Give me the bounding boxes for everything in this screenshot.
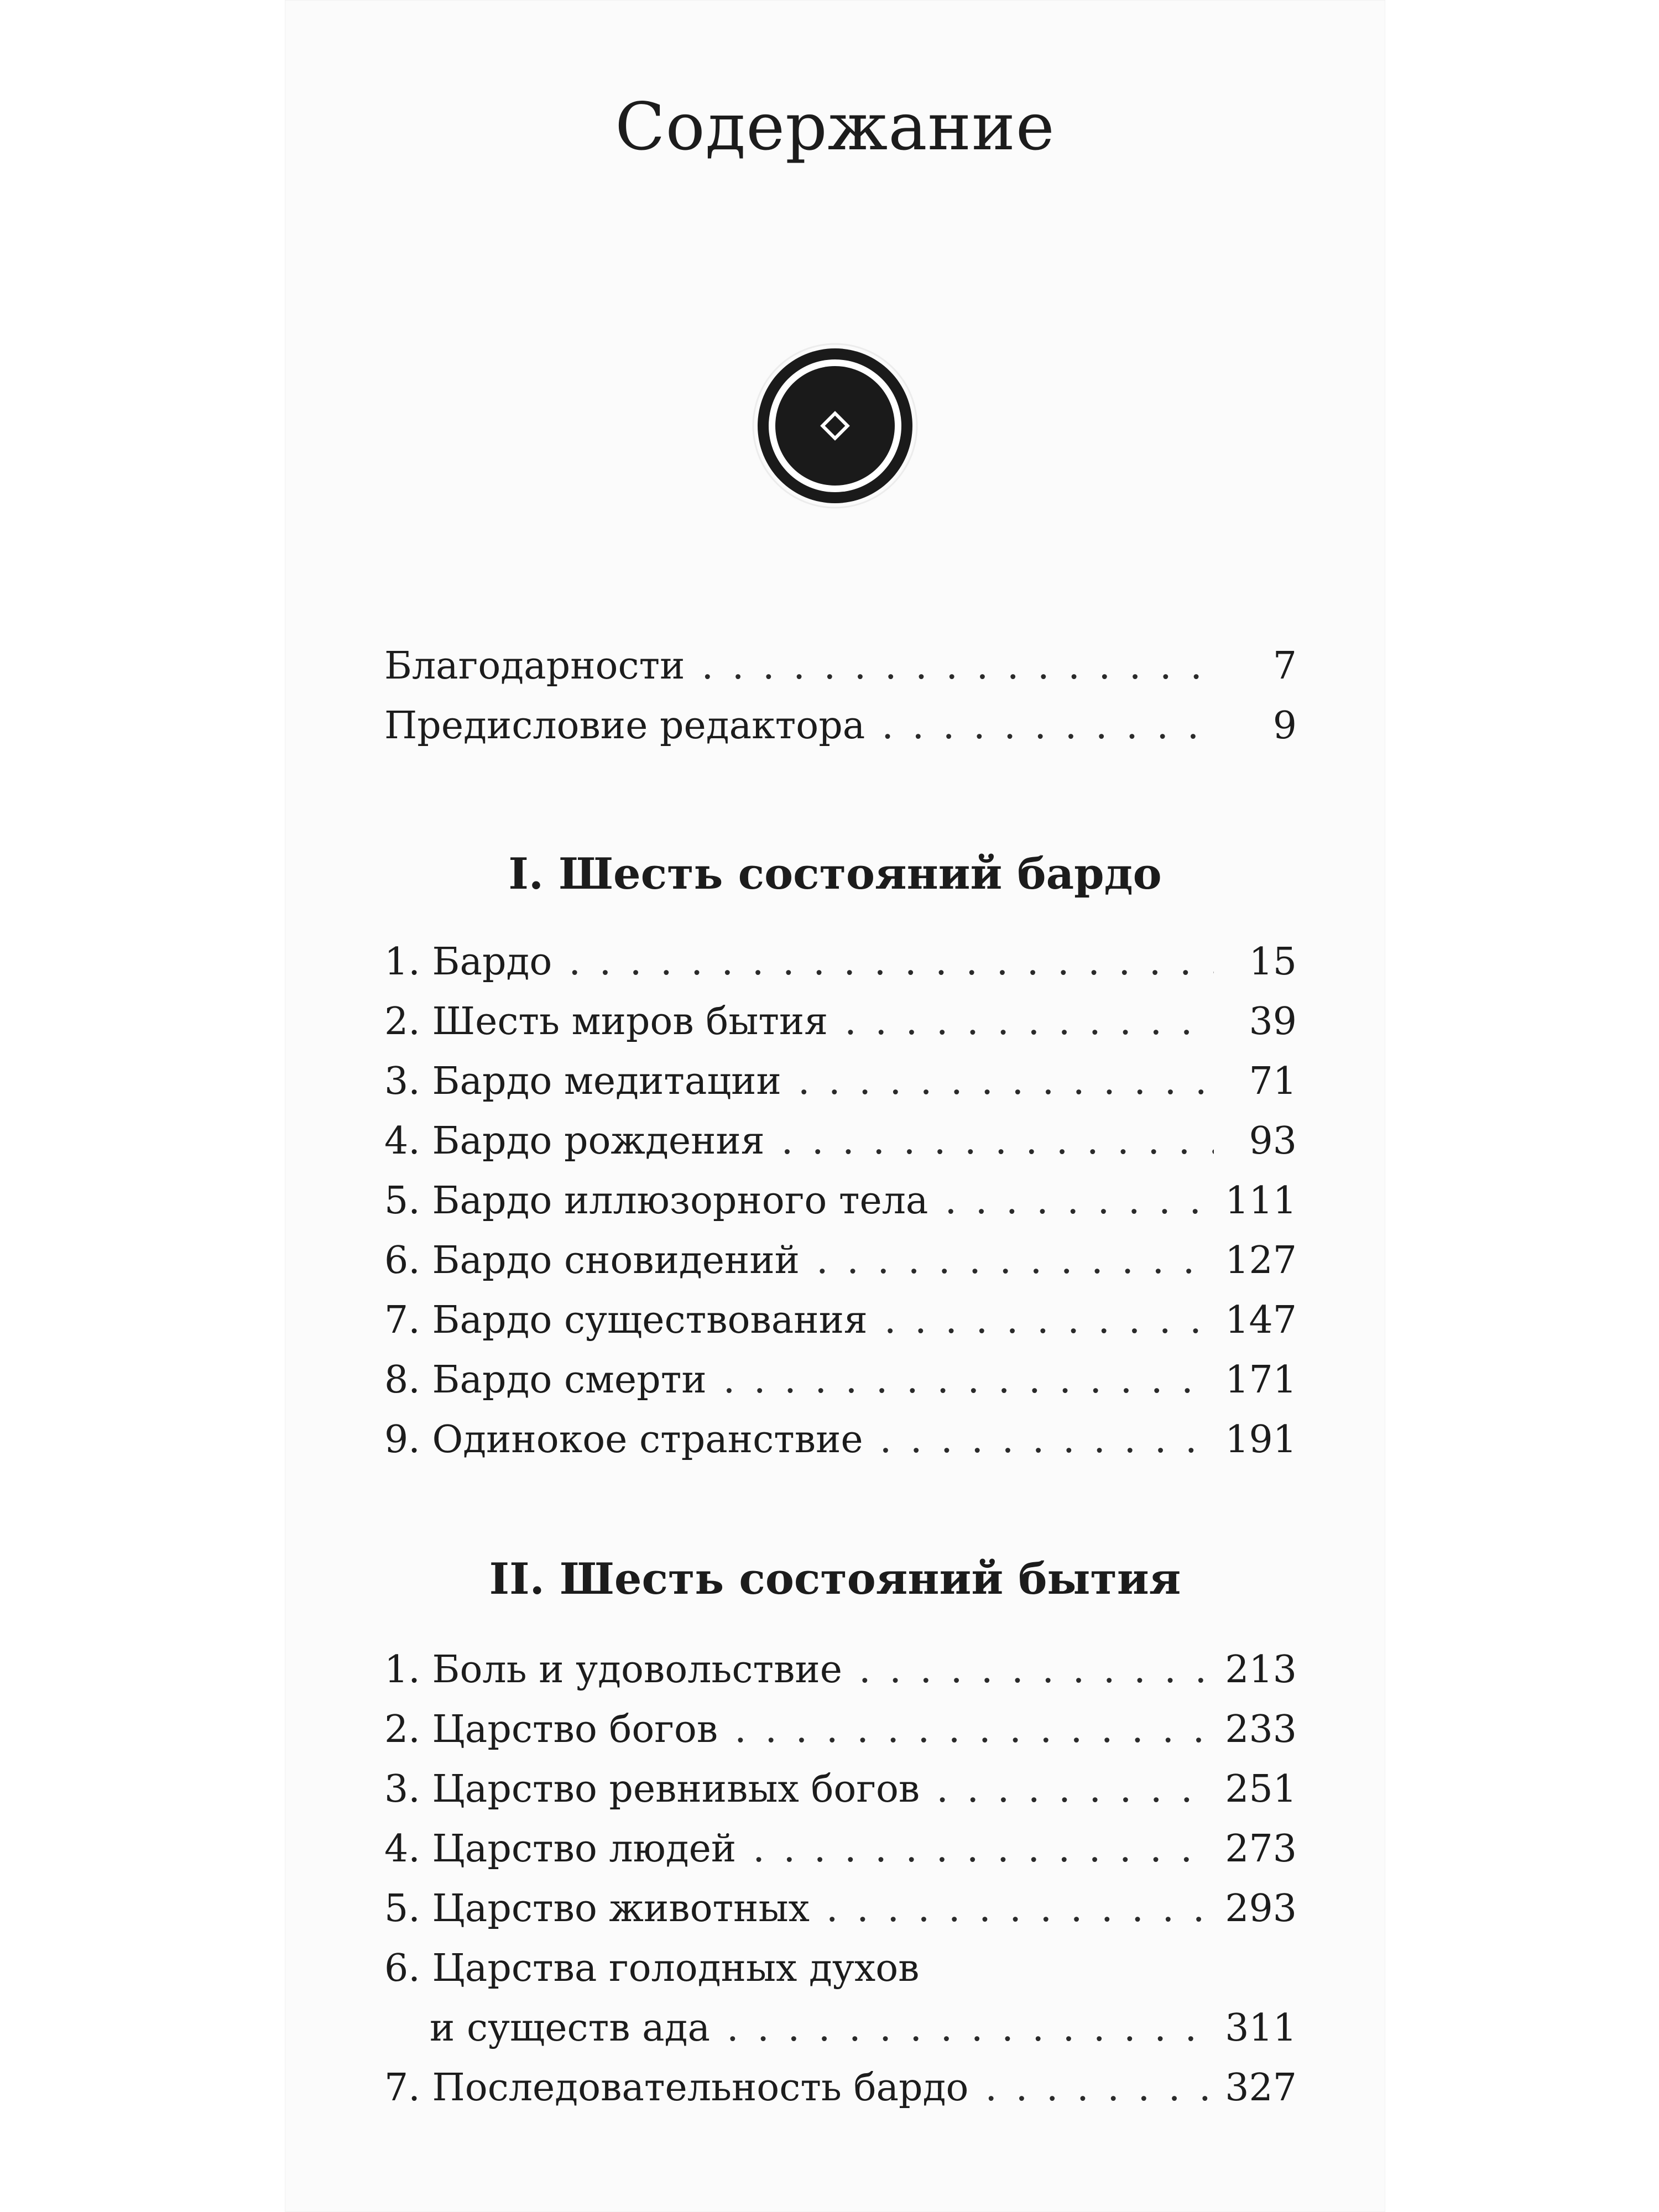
dot-leader [798, 1060, 1214, 1103]
toc-entry-title: 3. Бардо медитации [384, 1060, 781, 1103]
toc-entry-title: 6. Бардо сновидений [384, 1239, 800, 1282]
toc-entry[interactable] [384, 1827, 1297, 1887]
toc-entry[interactable] [384, 1179, 1297, 1239]
toc-entry-title: Предисловие редактора [384, 704, 865, 748]
toc-entry-continuation[interactable] [384, 2006, 1297, 2066]
toc-entry-page: 293 [1225, 1887, 1297, 1931]
dot-leader [880, 1418, 1209, 1462]
dot-leader [734, 1708, 1208, 1751]
toc-entry-title-cont: и существ ада [430, 2006, 711, 2050]
toc-entry-title: Благодарности [384, 644, 685, 688]
toc-entry-title: 5. Бардо иллюзорного тела [384, 1179, 928, 1223]
page-title: Содержание [615, 88, 1055, 165]
dot-leader [859, 1648, 1208, 1692]
dot-leader [727, 2006, 1208, 2050]
circle-emblem-icon [752, 343, 918, 509]
dot-leader [881, 704, 1214, 748]
dot-leader [753, 1827, 1208, 1871]
toc-entry-title: 2. Шесть миров бытия [384, 1000, 828, 1044]
dot-leader [985, 2066, 1208, 2110]
dot-leader [826, 1887, 1208, 1931]
dot-leader [936, 1767, 1208, 1811]
toc-entry-title: 1. Бардо [384, 940, 552, 984]
toc-entry-page: 93 [1249, 1119, 1297, 1163]
toc-entry-page: 71 [1249, 1060, 1297, 1103]
toc-entry-title: 4. Бардо рождения [384, 1119, 765, 1163]
toc-entry[interactable] [384, 1418, 1297, 1478]
toc-entry-page: 127 [1225, 1239, 1297, 1282]
dot-leader [884, 1298, 1208, 1342]
toc-entry-title: 8. Бардо смерти [384, 1358, 707, 1402]
toc-entry[interactable] [384, 1648, 1297, 1708]
toc-entry[interactable] [384, 1767, 1297, 1827]
toc-entry-page: 233 [1225, 1708, 1297, 1751]
toc-entry-page: 111 [1225, 1179, 1297, 1223]
toc-entry-first-line[interactable] [384, 1947, 1297, 2006]
dot-leader [945, 1179, 1208, 1223]
part1-heading: I. Шесть состояний бардо [508, 849, 1162, 899]
toc-entry-page: 15 [1249, 940, 1297, 984]
part2-heading: II. Шесть состояний бытия [489, 1554, 1181, 1604]
toc-entry-page: 147 [1225, 1298, 1297, 1342]
book-page [285, 0, 1385, 2212]
toc-entry-page: 7 [1272, 644, 1297, 688]
toc-entry-title: 5. Царство животных [384, 1887, 810, 1931]
front-matter-list [384, 644, 1297, 764]
toc-entry-title: 6. Царства голодных духов [384, 1947, 920, 1990]
toc-entry-page: 213 [1225, 1648, 1297, 1692]
toc-entry[interactable] [384, 1358, 1297, 1418]
toc-entry[interactable] [384, 644, 1297, 704]
toc-entry-page: 327 [1225, 2066, 1297, 2110]
dot-leader [568, 940, 1214, 984]
toc-entry-page: 39 [1249, 1000, 1297, 1044]
toc-entry-page: 311 [1225, 2006, 1297, 2050]
part2-list [384, 1648, 1297, 2126]
dot-leader [816, 1239, 1208, 1282]
dot-leader [702, 644, 1214, 688]
toc-entry[interactable] [384, 940, 1297, 1000]
toc-entry-page: 171 [1225, 1358, 1297, 1402]
toc-entry-page: 251 [1225, 1767, 1297, 1811]
dot-leader [781, 1119, 1214, 1163]
toc-entry[interactable] [384, 1298, 1297, 1358]
toc-entry[interactable] [384, 1060, 1297, 1119]
toc-entry-title: 2. Царство богов [384, 1708, 718, 1751]
toc-entry[interactable] [384, 1119, 1297, 1179]
toc-entry-title: 7. Последовательность бардо [384, 2066, 969, 2110]
toc-entry[interactable] [384, 1887, 1297, 1947]
toc-entry-title: 1. Боль и удовольствие [384, 1648, 842, 1692]
toc-entry-title: 4. Царство людей [384, 1827, 737, 1871]
toc-entry-title: 9. Одинокое странствие [384, 1418, 863, 1462]
toc-entry-title: 7. Бардо существования [384, 1298, 868, 1342]
toc-entry[interactable] [384, 704, 1297, 764]
toc-entry-page: 191 [1225, 1418, 1297, 1462]
toc-entry[interactable] [384, 1000, 1297, 1060]
toc-entry-title: 3. Царство ревнивых богов [384, 1767, 920, 1811]
toc-entry-page: 273 [1225, 1827, 1297, 1871]
toc-entry[interactable] [384, 1239, 1297, 1298]
dot-leader [844, 1000, 1214, 1044]
dot-leader [723, 1358, 1209, 1402]
part1-list [384, 940, 1297, 1478]
toc-entry[interactable] [384, 2066, 1297, 2126]
toc-entry[interactable] [384, 1708, 1297, 1767]
toc-entry-page: 9 [1272, 704, 1297, 748]
